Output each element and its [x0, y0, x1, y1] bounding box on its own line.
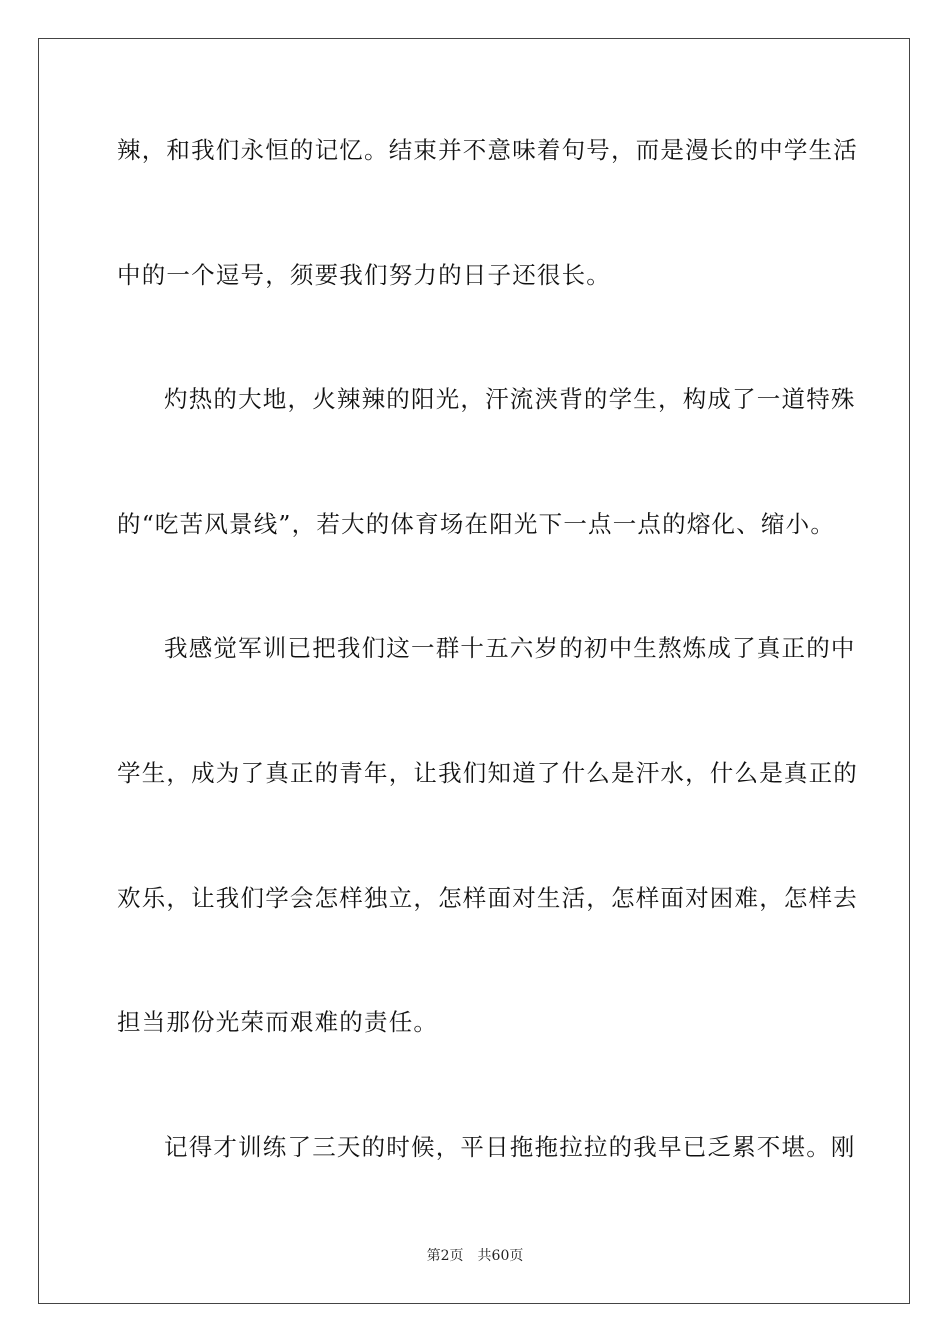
paragraph-first-line: 灼热的大地，火辣辣的阳光，汗流浃背的学生，构成了一道特殊 — [164, 385, 856, 413]
paragraph-first-line: 我感觉军训已把我们这一群十五六岁的初中生熬炼成了真正的中 — [164, 634, 856, 662]
text-line: 的“吃苦风景线”，若大的体育场在阳光下一点一点的熔化、缩小。 — [117, 510, 836, 538]
page-number: 第2页 — [426, 1248, 464, 1264]
text-line: 欢乐，让我们学会怎样独立，怎样面对生活，怎样面对困难，怎样去 — [117, 884, 858, 912]
paragraph-first-line: 记得才训练了三天的时候，平日拖拖拉拉的我早已乏累不堪。刚 — [164, 1133, 856, 1161]
page-total: 共60页 — [477, 1248, 524, 1264]
text-line: 辣，和我们永恒的记忆。结束并不意味着句号，而是漫长的中学生活 — [117, 136, 858, 164]
text-line: 担当那份光荣而艰难的责任。 — [117, 1008, 439, 1036]
page-footer — [0, 1247, 950, 1265]
text-line: 学生，成为了真正的青年，让我们知道了什么是汗水，什么是真正的 — [117, 759, 858, 787]
page-border — [38, 38, 910, 1304]
text-line: 中的一个逗号，须要我们努力的日子还很长。 — [117, 261, 611, 289]
